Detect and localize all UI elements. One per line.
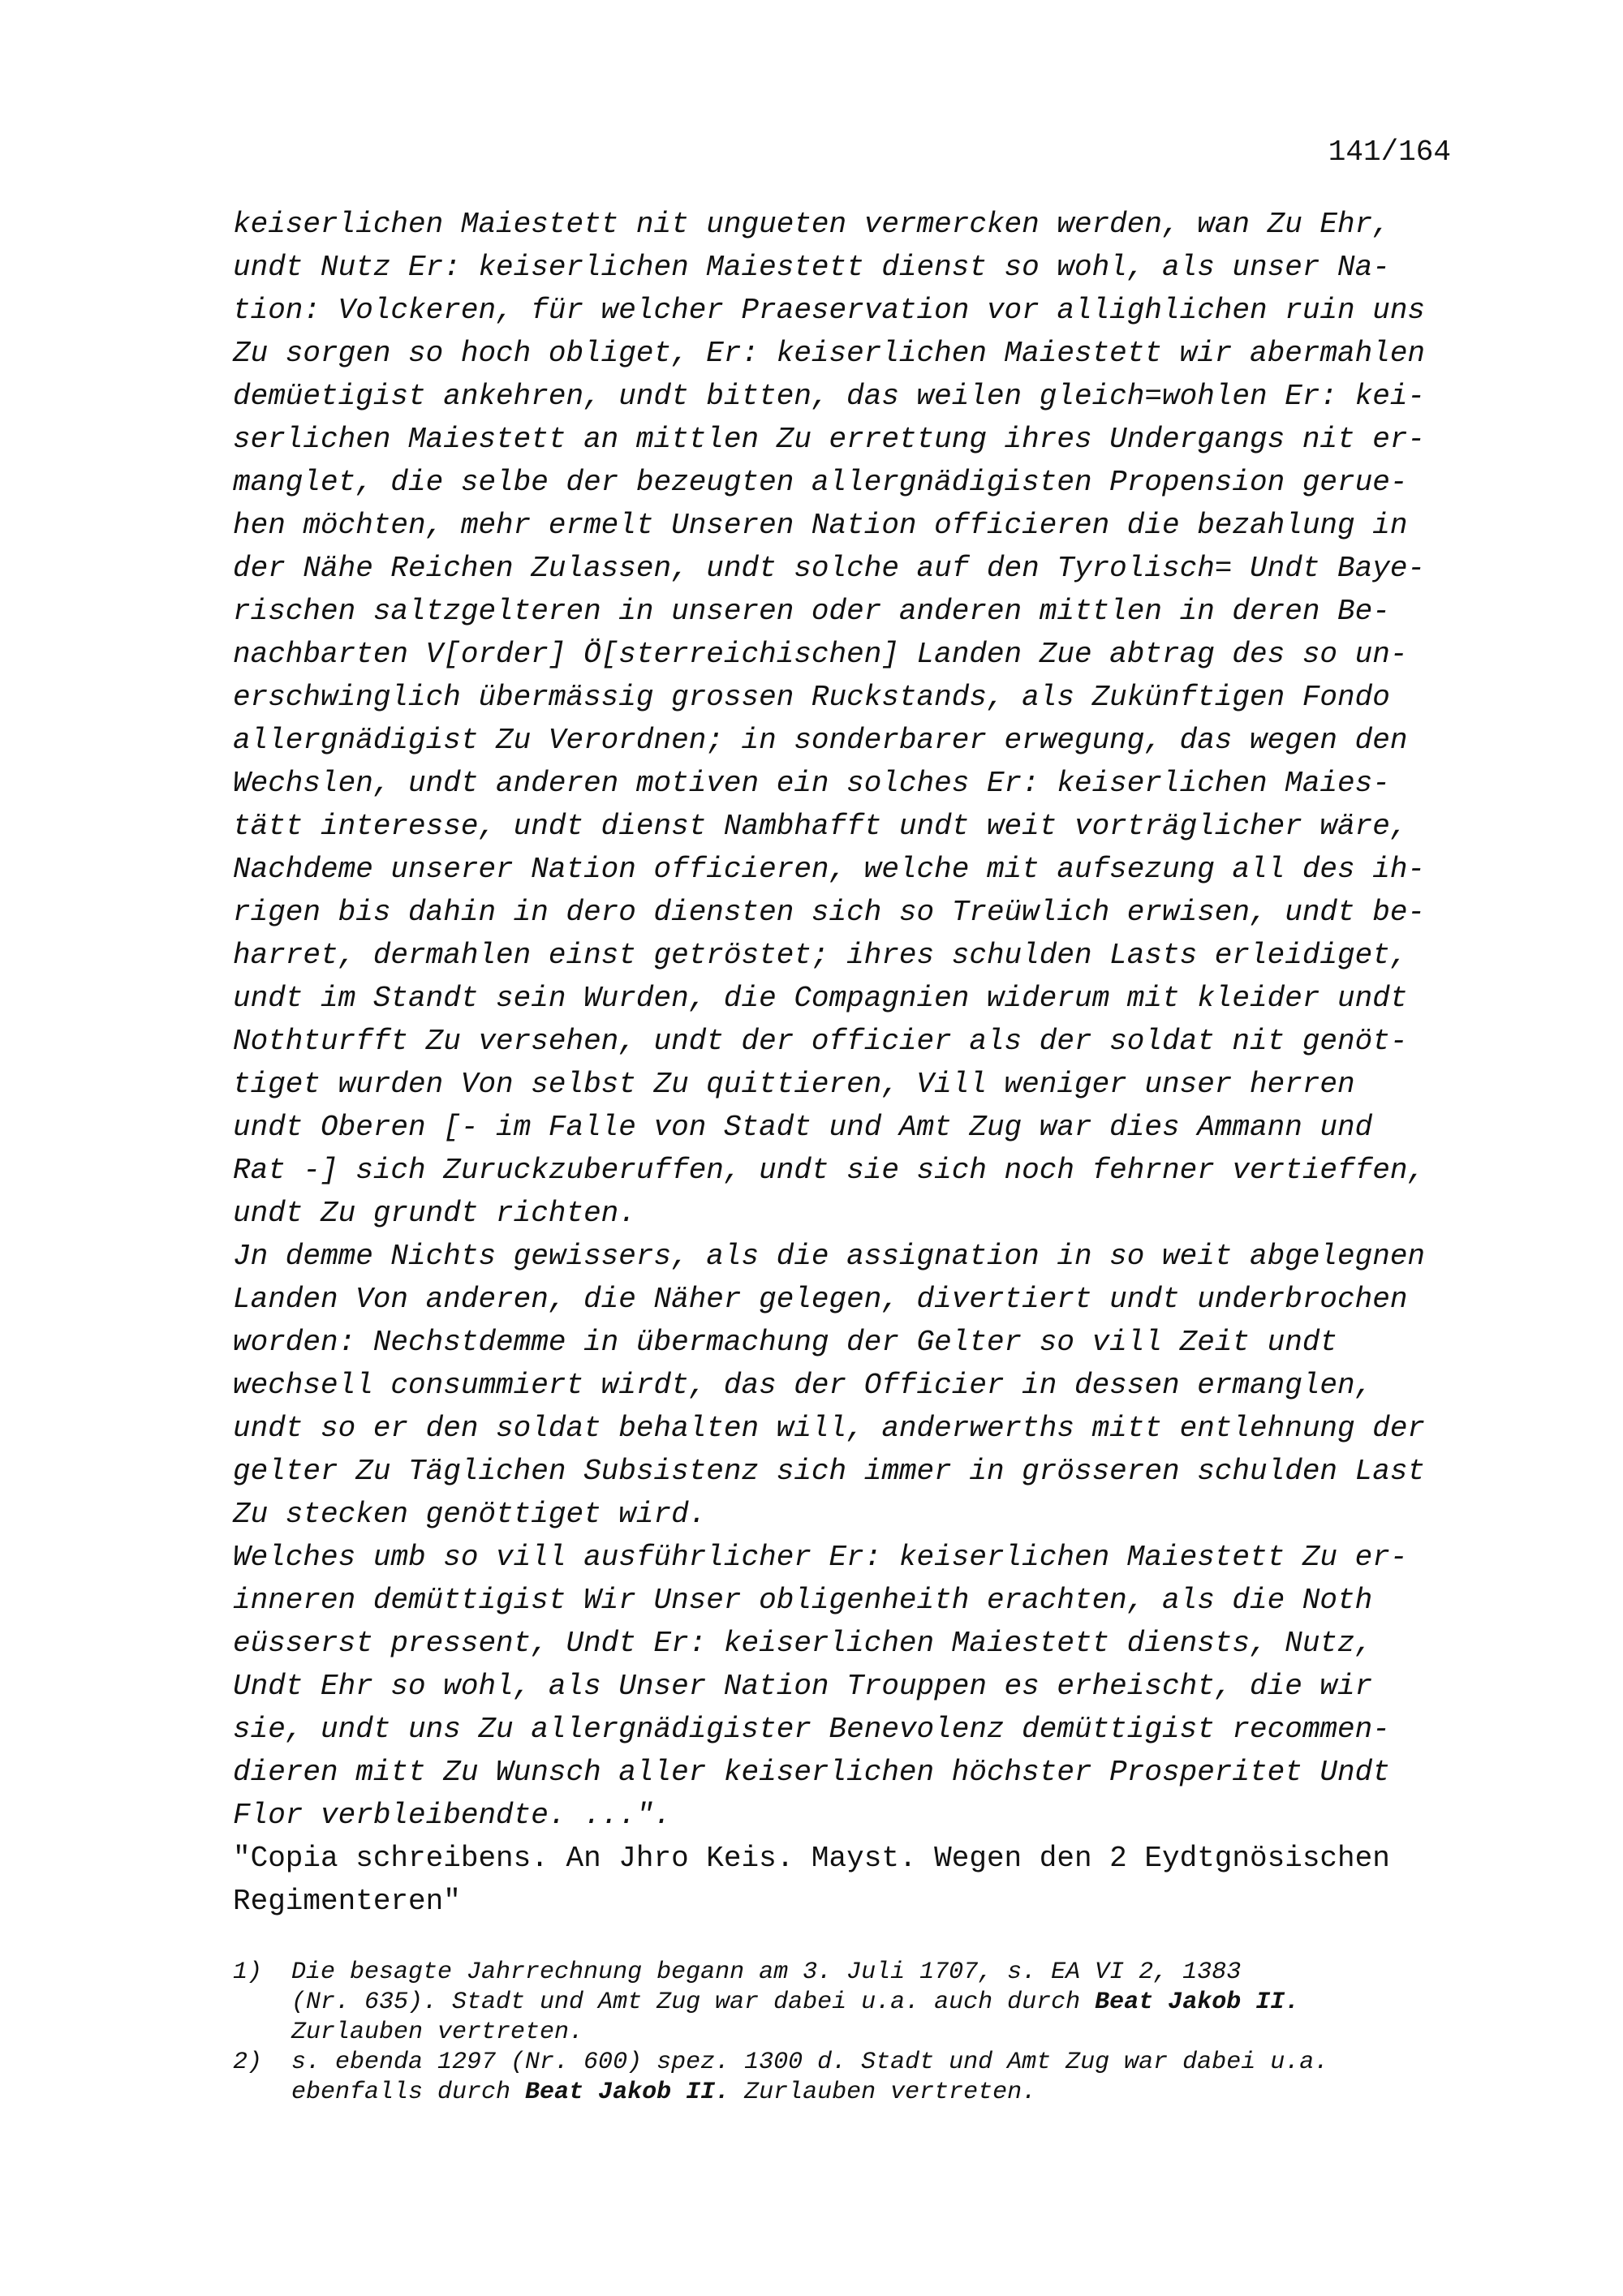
text-line: manglet, die selbe der bezeugten allergnädigisten Propension gerue- (233, 466, 1408, 499)
text-line: hen möchten, mehr ermelt Unseren Nation officieren die bezahlung in (233, 509, 1408, 542)
text-line: undt Nutz Er: keiserlichen Maiestett dienst so wohl, als unser Na- (233, 251, 1390, 284)
text-line: allergnädigist Zu Verordnen; in sonderbarer erwegung, das wegen den (233, 724, 1408, 757)
text-line: Flor verbleibendte. ...". (233, 1799, 672, 1832)
text-line: tion: Volckeren, für welcher Praeservation vor allighlichen ruin uns (233, 294, 1426, 327)
text-line: wechsell consummiert wirdt, das der Officier in dessen ermanglen, (233, 1369, 1373, 1402)
footnote-line: Zurlauben vertreten. (291, 2019, 584, 2046)
text-line: Regimenteren" (233, 1885, 461, 1918)
text-line: Wechslen, undt anderen motiven ein solches Er: keiserlichen Maies- (233, 767, 1390, 800)
footnote-number: 2) (233, 2049, 263, 2076)
text-line: Undt Ehr so wohl, als Unser Nation Trouppen es erheischt, die wir (233, 1670, 1373, 1703)
text-line: serlichen Maiestett an mittlen Zu errettung ihres Undergangs nit er- (233, 423, 1426, 456)
page-number: 141/164 (1328, 135, 1451, 169)
footnote-1 (233, 1958, 1483, 2048)
text-line: Zu sorgen so hoch obliget, Er: keiserlichen Maiestett wir abermahlen (233, 337, 1426, 370)
footnotes (233, 1958, 1483, 2108)
text-line: der Nähe Reichen Zulassen, undt solche auf den Tyrolisch= Undt Baye- (233, 552, 1426, 585)
text-line: undt im Standt sein Wurden, die Compagnien widerum mit kleider undt (233, 982, 1408, 1015)
text-line: tätt interesse, undt dienst Nambhafft undt weit vorträglicher wäre, (233, 810, 1408, 843)
text-line: nachbarten V[order] Ö[sterreichischen] Landen Zue abtrag des so un- (233, 638, 1408, 671)
text-line: Welches umb so vill ausführlicher Er: keiserlichen Maiestett Zu er- (233, 1541, 1408, 1574)
text-line: Rat -] sich Zuruckzuberuffen, undt sie sich noch fehrner vertieffen, (233, 1154, 1426, 1187)
text-line: eüsserst pressent, Undt Er: keiserlichen Maiestett diensts, Nutz, (233, 1627, 1373, 1660)
footnote-line: Die besagte Jahrrechnung begann am 3. Juli 1707, s. EA VI 2, 1383 (291, 1958, 1242, 1986)
text-line: rigen bis dahin in dero diensten sich so Treüwlich erwisen, undt be- (233, 896, 1426, 929)
footnote-line (291, 1988, 1299, 2018)
text-line: rischen saltzgelteren in unseren oder anderen mittlen in deren Be- (233, 595, 1390, 628)
text-line: gelter Zu Täglichen Subsistenz sich immer in grösseren schulden Last (233, 1455, 1426, 1488)
footnote-person: Beat Jakob II. (525, 2079, 730, 2106)
text-line: inneren demüttigist Wir Unser obligenheith erachten, als die Noth (233, 1584, 1373, 1617)
footnote-number: 1) (233, 1958, 263, 1986)
footnote-2 (233, 2048, 1483, 2108)
text-line: worden: Nechstdemme in übermachung der Gelter so vill Zeit undt (233, 1326, 1338, 1359)
footnote-text: (Nr. 635). Stadt und Amt Zug war dabei u.a. auch durch (291, 1989, 1096, 2016)
footnote-line: s. ebenda 1297 (Nr. 600) spez. 1300 d. Stadt und Amt Zug war dabei u.a. (291, 2049, 1329, 2076)
text-line: undt Oberen [- im Falle von Stadt und Amt Zug war dies Ammann und (233, 1111, 1373, 1144)
text-line: "Copia schreibens. An Jhro Keis. Mayst. Wegen den 2 Eydtgnösischen (233, 1842, 1390, 1875)
text-line: Zu stecken genöttiget wird. (233, 1498, 707, 1531)
text-line: erschwinglich übermässig grossen Ruckstands, als Zukünftigen Fondo (233, 681, 1390, 714)
text-line: demüetigist ankehren, undt bitten, das weilen gleich=wohlen Er: kei- (233, 380, 1426, 413)
letter-title-quote (233, 1837, 1483, 1923)
text-line: Nachdeme unserer Nation officieren, welche mit aufsezung all des ih- (233, 853, 1426, 886)
text-line: sie, undt uns Zu allergnädigister Benevolenz demüttigist recommen- (233, 1713, 1390, 1746)
body-text (233, 203, 1483, 1923)
footnote-text: Zurlauben vertreten. (730, 2079, 1037, 2106)
footnote-person: Beat Jakob II. (1095, 1989, 1300, 2016)
letter-transcription (233, 203, 1483, 1837)
text-line: Jn demme Nichts gewissers, als die assignation in so weit abgelegnen (233, 1240, 1426, 1273)
footnote-text: ebenfalls durch (291, 2079, 526, 2106)
text-line: harret, dermahlen einst getröstet; ihres schulden Lasts erleidiget, (233, 939, 1408, 972)
text-line: dieren mitt Zu Wunsch aller keiserlichen höchster Prosperitet Undt (233, 1756, 1390, 1789)
text-line: Landen Von anderen, die Näher gelegen, divertiert undt underbrochen (233, 1283, 1408, 1316)
text-line: Nothturfft Zu versehen, undt der officier als der soldat nit genöt- (233, 1025, 1408, 1058)
footnote-line (291, 2078, 1328, 2108)
text-line: undt so er den soldat behalten will, anderwerths mitt entlehnung der (233, 1412, 1426, 1445)
text-line: tiget wurden Von selbst Zu quittieren, Vill weniger unser herren (233, 1068, 1355, 1101)
text-line: undt Zu grundt richten. (233, 1197, 636, 1230)
text-line: keiserlichen Maiestett nit ungueten vermercken werden, wan Zu Ehr, (233, 208, 1390, 241)
